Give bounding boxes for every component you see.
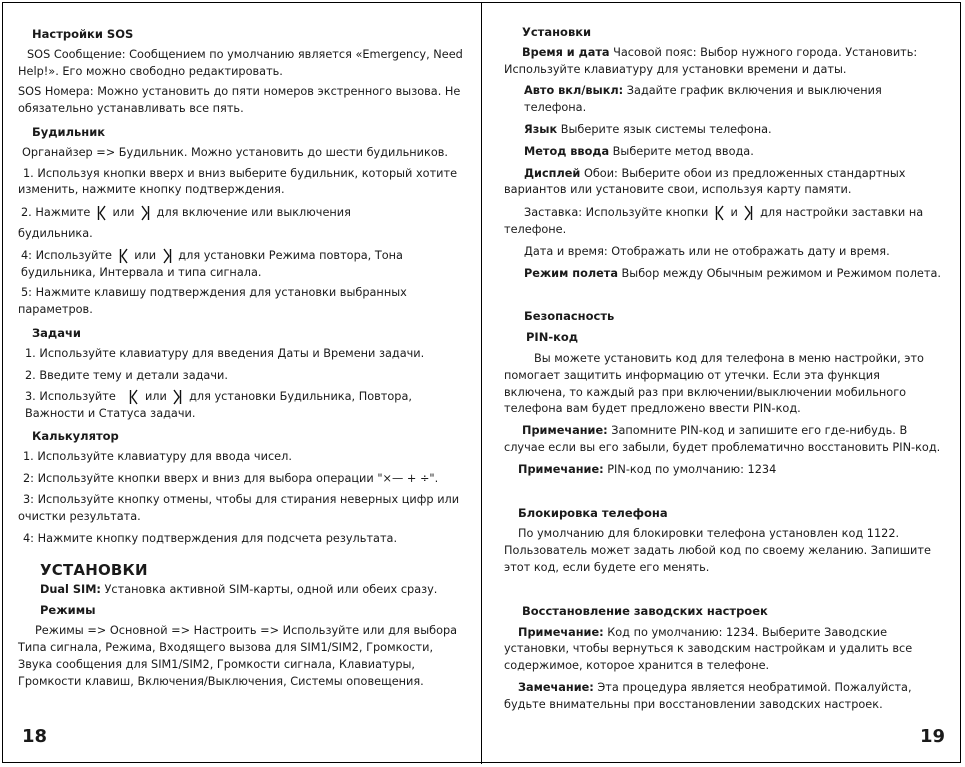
display — [504, 166, 944, 200]
alarm-step-4-b: или — [134, 248, 157, 262]
input-text: Выберите метод ввода. — [612, 144, 754, 158]
auto-onoff — [524, 83, 944, 117]
warning-text: Эта процедура является необратимой. Пожалуйста, будьте внимательны при восстановлении заводских настроек. — [504, 680, 912, 711]
note-1-label: Примечание: — [522, 424, 608, 438]
lang-label: Язык — [524, 122, 558, 136]
left-arrow-icon — [715, 205, 724, 221]
sos-message: SOS Сообщение: Сообщением по умолчанию является «Emergency, Need Help!». Его можно свободно редактировать. — [18, 47, 463, 78]
alarm-step-4 — [21, 248, 464, 282]
lock-text: По умолчанию для блокировки телефона установлен код 1122. Пользователь может задать любой код по своему желанию. Запишите этот код, если будете его менять. — [504, 527, 931, 574]
left-page — [18, 18, 464, 690]
settings-title: Установки — [522, 25, 592, 39]
note-1-text: Запомните PIN-код и запишите его где-нибудь. В случае если вы его забыли, будет проблематично восстановить PIN-код. — [504, 424, 941, 454]
dual-sim-label: Dual SIM: — [40, 582, 101, 596]
note-3-text: Код по умолчанию: 1234. Выберите Заводские установки, чтобы вернуться к заводским настройкам и удалить все содержимое, которое хранится в телефоне. — [504, 625, 913, 673]
screensaver-c: для настройки заставки на телефоне. — [504, 206, 924, 236]
tasks-step-2: 2. Введите тему и детали задачи. — [25, 368, 228, 382]
sos-numbers: SOS Номера: Можно установить до пяти номеров экстренного вызова. Не обязательно устанавливать все пять. — [18, 85, 461, 116]
calc-title: Калькулятор — [32, 428, 119, 443]
calc-step-3: 3: Используйте кнопку отмены, чтобы для стирания неверных цифр или очистки результата. — [18, 493, 460, 524]
page-divider — [481, 2, 482, 764]
sos-title: Настройки SOS — [32, 27, 134, 41]
alarm-step-4-a: 4: Используйте — [21, 248, 112, 262]
alarm-step-2-d: будильника. — [18, 226, 93, 240]
settings-heading: УСТАНОВКИ — [40, 560, 148, 579]
tasks-step-1: 1. Используйте клавиатуру для введения Даты и Времени задачи. — [25, 346, 425, 360]
language — [524, 122, 944, 139]
calc-step-2: 2: Используйте кнопки вверх и вниз для выбора операции "×— + ÷". — [23, 471, 439, 485]
note-3-label: Примечание: — [518, 625, 604, 639]
alarm-step-1: 1. Используя кнопки вверх и вниз выберите будильник, который хотите изменить, нажмите кнопку подтверждения. — [18, 166, 458, 197]
alarm-intro: Органайзер => Будильник. Можно установить до шести будильников. — [22, 145, 448, 159]
display-label: Дисплей — [524, 166, 581, 180]
modes-text: Режимы => Основной => Настроить => Используйте или для выбора Типа сигнала, Режима, Входящего вызова для SIM1/SIM2, Громкости, Звука сообщения для SIM1/SIM2, Громкости сигнала, Клавиатуры, Громкости клавиш, Включения/Выключения, Системы оповещения. — [18, 624, 458, 688]
tasks-step-3-c: для установки Будильника, Повтора, Важности и Статуса задачи. — [25, 390, 412, 421]
flight-mode — [524, 266, 944, 283]
screensaver-a: Заставка: Используйте кнопки — [524, 206, 709, 220]
note-2-text: PIN-код по умолчанию: 1234 — [607, 462, 777, 476]
note-2-label: Примечание: — [518, 462, 604, 476]
datetime-show: Дата и время: Отображать или не отображать дату и время. — [524, 244, 890, 258]
time-date-text: Часовой пояс: Выбор нужного города. Установить: Используйте клавиатуру для установки времени и даты. — [504, 45, 918, 76]
alarm-step-2-a: 2. Нажмите — [21, 206, 91, 220]
alarm-step-2-c: для включение или выключения — [156, 206, 351, 220]
reset-title: Восстановление заводских настроек — [522, 603, 768, 618]
page-number-right: 19 — [920, 726, 946, 747]
dual-sim — [40, 582, 464, 599]
lang-text: Выберите язык системы телефона. — [560, 122, 772, 136]
warning — [504, 680, 944, 714]
tasks-step-3 — [25, 389, 464, 423]
calc-step-4: 4: Нажмите кнопку подтверждения для подсчета результата. — [23, 531, 398, 545]
note-3 — [504, 625, 944, 675]
input-method — [524, 144, 944, 161]
time-date — [504, 45, 944, 79]
tasks-step-3-a: 3. Используйте — [25, 390, 116, 404]
alarm-step-5: 5: Нажмите клавишу подтверждения для установки выбранных параметров. — [18, 286, 407, 317]
pin-text: Вы можете установить код для телефона в меню настройки, это помогает защитить информацию от утечки. Если эта функция включена, то каждый раз при включении/выключении мобильного телефона вам будет предложено ввести PIN-код. — [504, 351, 924, 416]
right-page — [504, 18, 944, 714]
calc-step-1: 1. Используйте клавиатуру для ввода чисел. — [23, 449, 292, 463]
modes-title: Режимы — [40, 603, 96, 618]
tasks-title: Задачи — [32, 325, 81, 340]
left-arrow-icon — [129, 389, 138, 405]
input-label: Метод ввода — [524, 144, 610, 158]
alarm-step-4-c: для установки Режима повтора, Тона будильника, Интервала и типа сигнала. — [21, 248, 403, 279]
flight-label: Режим полета — [524, 266, 618, 280]
flight-text: Выбор между Обычным режимом и Режимом полета. — [621, 266, 941, 280]
right-arrow-icon — [173, 389, 182, 405]
alarm-title: Будильник — [32, 124, 106, 139]
note-2 — [518, 462, 944, 479]
tasks-step-3-b: или — [144, 390, 167, 404]
alarm-step-2 — [21, 205, 464, 222]
left-arrow-icon — [119, 248, 128, 264]
pin-title: PIN-код — [526, 330, 579, 345]
dual-sim-text: Установка активной SIM-карты, одной или обеих сразу. — [104, 582, 438, 596]
note-1 — [504, 423, 944, 457]
warning-label: Замечание: — [518, 680, 594, 694]
left-arrow-icon — [97, 205, 106, 221]
alarm-step-2-b: или — [112, 206, 135, 220]
auto-label: Авто вкл/выкл: — [524, 84, 624, 98]
right-arrow-icon — [163, 248, 172, 264]
time-date-label: Время и дата — [522, 45, 610, 59]
screensaver — [504, 205, 944, 239]
display-text: Обои: Выберите обои из предложенных стандартных вариантов или установите свои, используя карту памяти. — [504, 166, 906, 197]
page-number-left: 18 — [22, 726, 48, 747]
auto-text: Задайте график включения и выключения телефона. — [524, 84, 882, 115]
lock-title: Блокировка телефона — [518, 505, 668, 520]
security-title: Безопасность — [524, 309, 615, 324]
right-arrow-icon — [141, 205, 150, 221]
screensaver-b: и — [730, 206, 738, 220]
right-arrow-icon — [744, 205, 753, 221]
